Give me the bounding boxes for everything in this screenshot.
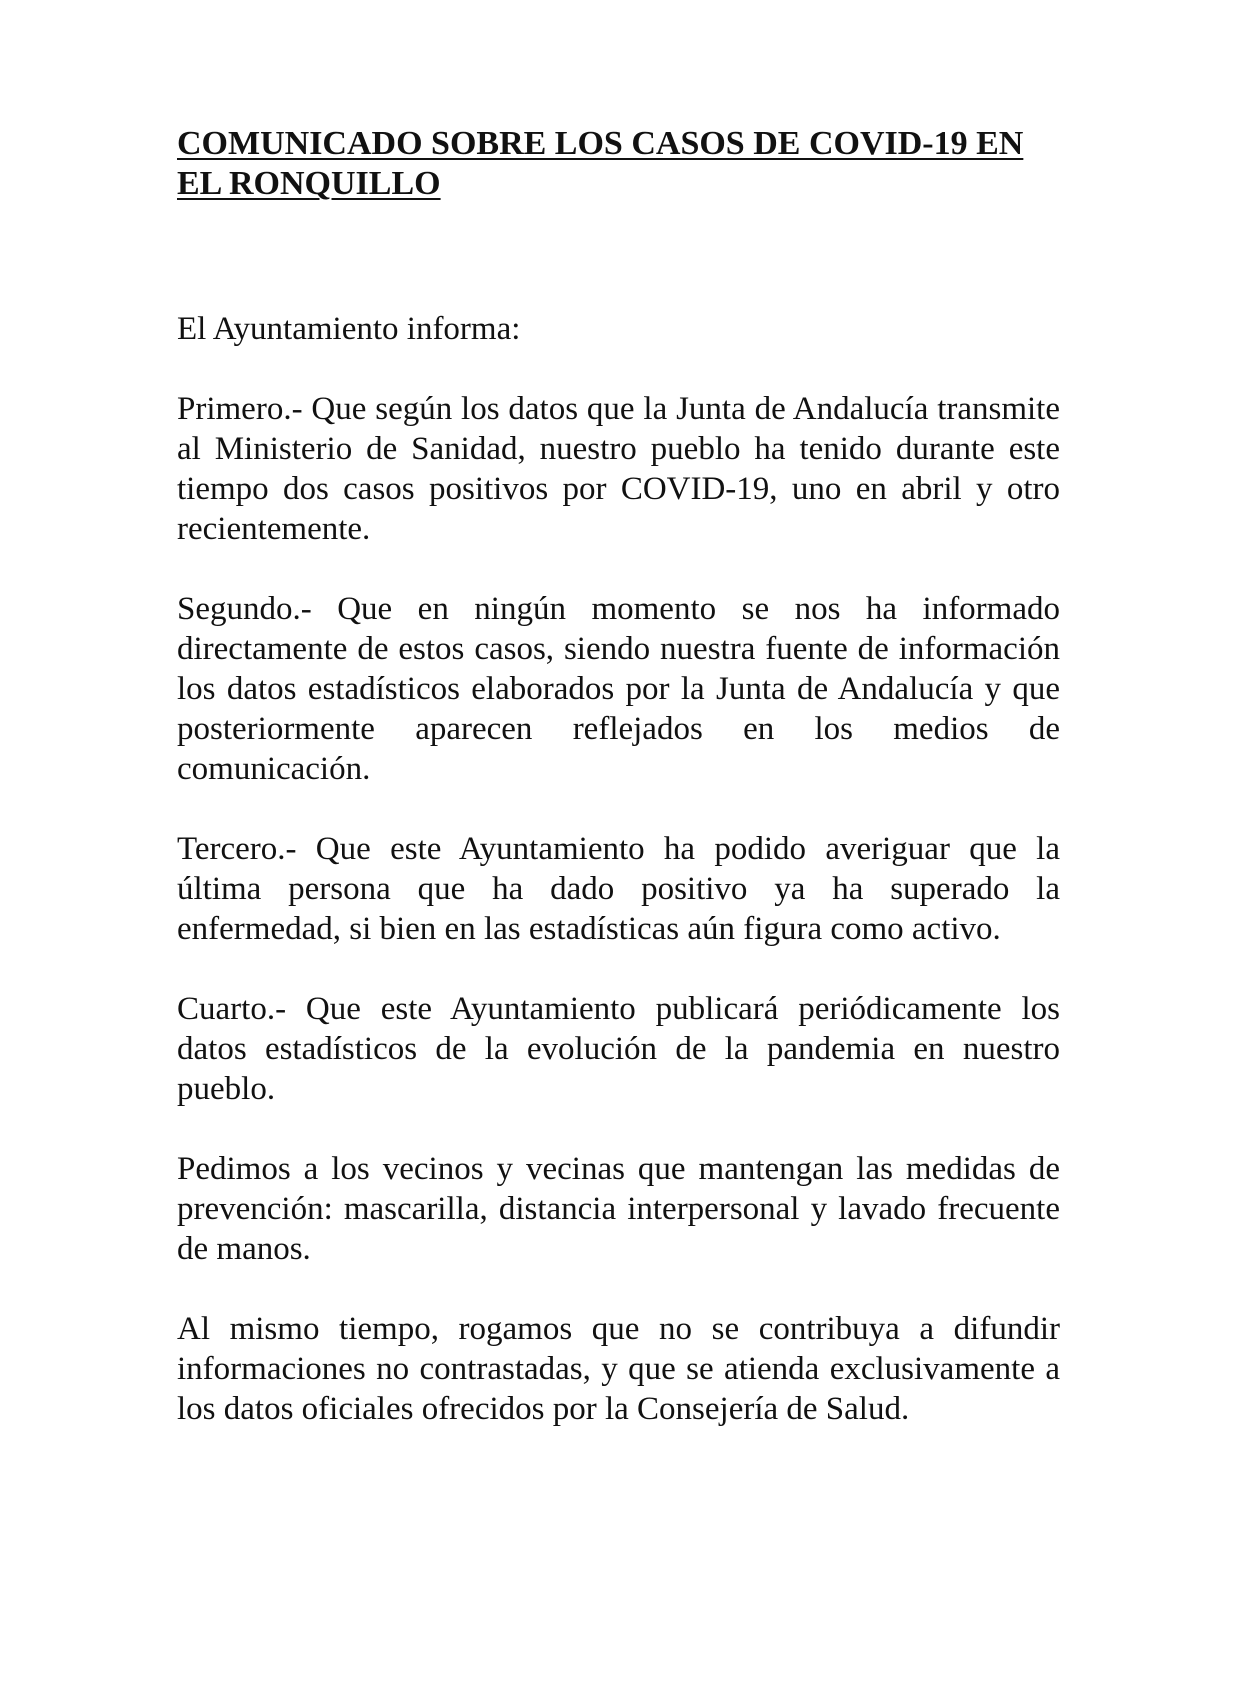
paragraph-cuarto: Cuarto.- Que este Ayuntamiento publicará periódicamente los datos estadísticos de la evolución de la pandemia en nuestro pueblo. (177, 991, 1060, 1107)
intro-line: El Ayuntamiento informa: (177, 311, 521, 347)
paragraph-primero: Primero.- Que según los datos que la Junta de Andalucía transmite al Ministerio de Sanidad, nuestro pueblo ha tenido durante este tiempo dos casos positivos por COVID-19, uno en abril y otro recientemente. (177, 391, 1060, 547)
document-body (177, 124, 1060, 1429)
paragraph-segundo: Segundo.- Que en ningún momento se nos ha informado directamente de estos casos, siendo nuestra fuente de información los datos estadísticos elaborados por la Junta de Andalucía y que posteriormente aparecen reflejados en los medios de comunicación. (177, 591, 1060, 787)
document-title: COMUNICADO SOBRE LOS CASOS DE COVID-19 EN EL RONQUILLO (177, 125, 1024, 202)
paragraph-closing: Al mismo tiempo, rogamos que no se contribuya a difundir informaciones no contrastadas, y que se atienda exclusivamente a los datos oficiales ofrecidos por la Consejería de Salud. (177, 1311, 1060, 1427)
paragraph-request: Pedimos a los vecinos y vecinas que mantengan las medidas de prevención: mascarilla, distancia interpersonal y lavado frecuente de manos. (177, 1151, 1060, 1267)
paragraph-tercero: Tercero.- Que este Ayuntamiento ha podido averiguar que la última persona que ha dado positivo ya ha superado la enfermedad, si bien en las estadísticas aún figura como activo. (177, 831, 1060, 947)
